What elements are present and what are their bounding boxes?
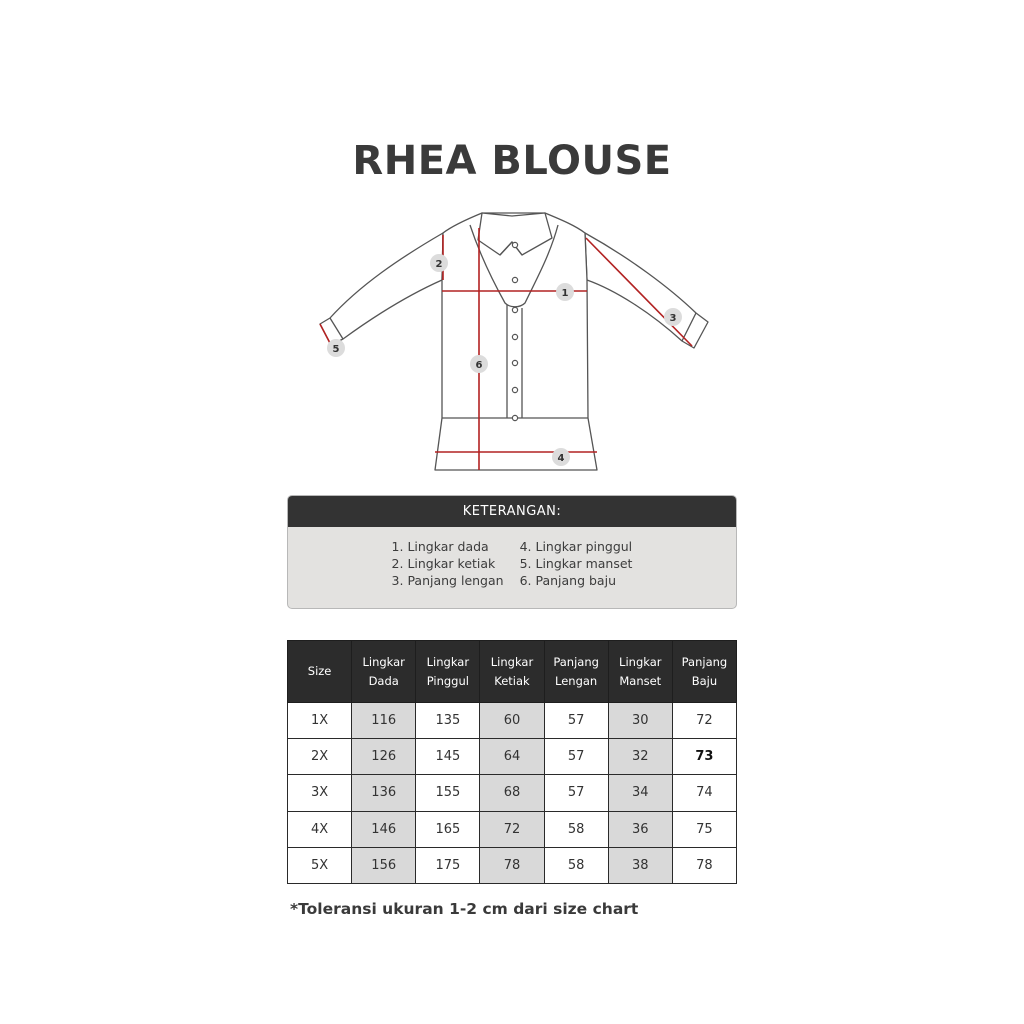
button-icon bbox=[512, 307, 517, 312]
blouse-diagram bbox=[300, 200, 730, 485]
cell-lingkar-pinggul: 135 bbox=[416, 703, 480, 739]
legend-item: 2. Lingkar ketiak bbox=[391, 556, 496, 571]
legend-item: 4. Lingkar pinggul bbox=[519, 539, 633, 554]
cell-lingkar-ketiak: 60 bbox=[480, 703, 544, 739]
cell-size: 3X bbox=[288, 775, 352, 811]
cell-panjang-lengan: 57 bbox=[544, 775, 608, 811]
header-lingkar-pinggul: Lingkar Pinggul bbox=[416, 641, 480, 703]
cell-panjang-baju: 75 bbox=[672, 811, 736, 847]
cell-lingkar-pinggul: 175 bbox=[416, 847, 480, 883]
marker-1-label: 1 bbox=[561, 288, 569, 299]
cell-lingkar-manset: 36 bbox=[608, 811, 672, 847]
table-row bbox=[288, 847, 737, 883]
blouse-body bbox=[435, 213, 597, 470]
cell-lingkar-ketiak: 64 bbox=[480, 739, 544, 775]
button-icon bbox=[512, 334, 517, 339]
cell-size: 5X bbox=[288, 847, 352, 883]
legend-column-left bbox=[392, 538, 504, 589]
button-icon bbox=[512, 360, 517, 365]
button-icon bbox=[512, 277, 517, 282]
marker-5-label: 5 bbox=[332, 344, 340, 355]
marker-3-label: 3 bbox=[669, 313, 677, 324]
cell-lingkar-manset: 30 bbox=[608, 703, 672, 739]
cell-size: 4X bbox=[288, 811, 352, 847]
right-sleeve bbox=[585, 233, 708, 348]
table-row bbox=[288, 739, 737, 775]
table-header-row bbox=[288, 641, 737, 703]
cell-lingkar-manset: 34 bbox=[608, 775, 672, 811]
size-chart-table bbox=[287, 640, 737, 884]
measure-sleeve-line bbox=[586, 238, 692, 346]
legend-header: KETERANGAN: bbox=[288, 496, 736, 527]
legend-body bbox=[288, 527, 736, 589]
header-lingkar-manset: Lingkar Manset bbox=[608, 641, 672, 703]
cell-panjang-baju: 74 bbox=[672, 775, 736, 811]
table-row bbox=[288, 811, 737, 847]
cell-lingkar-manset: 32 bbox=[608, 739, 672, 775]
cell-lingkar-dada: 136 bbox=[352, 775, 416, 811]
page-title: RHEA BLOUSE bbox=[352, 138, 672, 184]
marker-6-label: 6 bbox=[475, 360, 483, 371]
tolerance-note: *Toleransi ukuran 1-2 cm dari size chart bbox=[290, 900, 639, 918]
cell-panjang-lengan: 57 bbox=[544, 703, 608, 739]
cell-size: 2X bbox=[288, 739, 352, 775]
cell-panjang-lengan: 58 bbox=[544, 811, 608, 847]
cell-lingkar-pinggul: 145 bbox=[416, 739, 480, 775]
button-icon bbox=[512, 242, 517, 247]
table-row bbox=[288, 775, 737, 811]
legend-column-right bbox=[520, 538, 633, 589]
cell-lingkar-dada: 126 bbox=[352, 739, 416, 775]
cell-panjang-baju: 73 bbox=[672, 739, 736, 775]
legend-item: 5. Lingkar manset bbox=[519, 556, 633, 571]
legend-item: 1. Lingkar dada bbox=[391, 539, 489, 554]
cell-lingkar-dada: 146 bbox=[352, 811, 416, 847]
cell-lingkar-dada: 156 bbox=[352, 847, 416, 883]
cell-panjang-lengan: 58 bbox=[544, 847, 608, 883]
header-size: Size bbox=[288, 641, 352, 703]
header-panjang-lengan: Panjang Lengan bbox=[544, 641, 608, 703]
cell-lingkar-ketiak: 72 bbox=[480, 811, 544, 847]
header-lingkar-ketiak: Lingkar Ketiak bbox=[480, 641, 544, 703]
legend-box bbox=[287, 495, 737, 609]
cell-lingkar-ketiak: 68 bbox=[480, 775, 544, 811]
cell-size: 1X bbox=[288, 703, 352, 739]
header-lingkar-dada: Lingkar Dada bbox=[352, 641, 416, 703]
cell-panjang-baju: 78 bbox=[672, 847, 736, 883]
table-row bbox=[288, 703, 737, 739]
cell-lingkar-pinggul: 155 bbox=[416, 775, 480, 811]
cell-lingkar-dada: 116 bbox=[352, 703, 416, 739]
cell-panjang-lengan: 57 bbox=[544, 739, 608, 775]
button-icon bbox=[512, 415, 517, 420]
legend-item: 3. Panjang lengan bbox=[391, 573, 504, 588]
legend-item: 6. Panjang baju bbox=[519, 573, 616, 588]
marker-4-label: 4 bbox=[557, 453, 565, 464]
cell-lingkar-manset: 38 bbox=[608, 847, 672, 883]
cell-lingkar-ketiak: 78 bbox=[480, 847, 544, 883]
blouse-illustration bbox=[300, 200, 730, 485]
left-sleeve bbox=[320, 233, 443, 345]
marker-2-label: 2 bbox=[435, 259, 443, 270]
button-icon bbox=[512, 387, 517, 392]
cell-lingkar-pinggul: 165 bbox=[416, 811, 480, 847]
cell-panjang-baju: 72 bbox=[672, 703, 736, 739]
header-panjang-baju: Panjang Baju bbox=[672, 641, 736, 703]
